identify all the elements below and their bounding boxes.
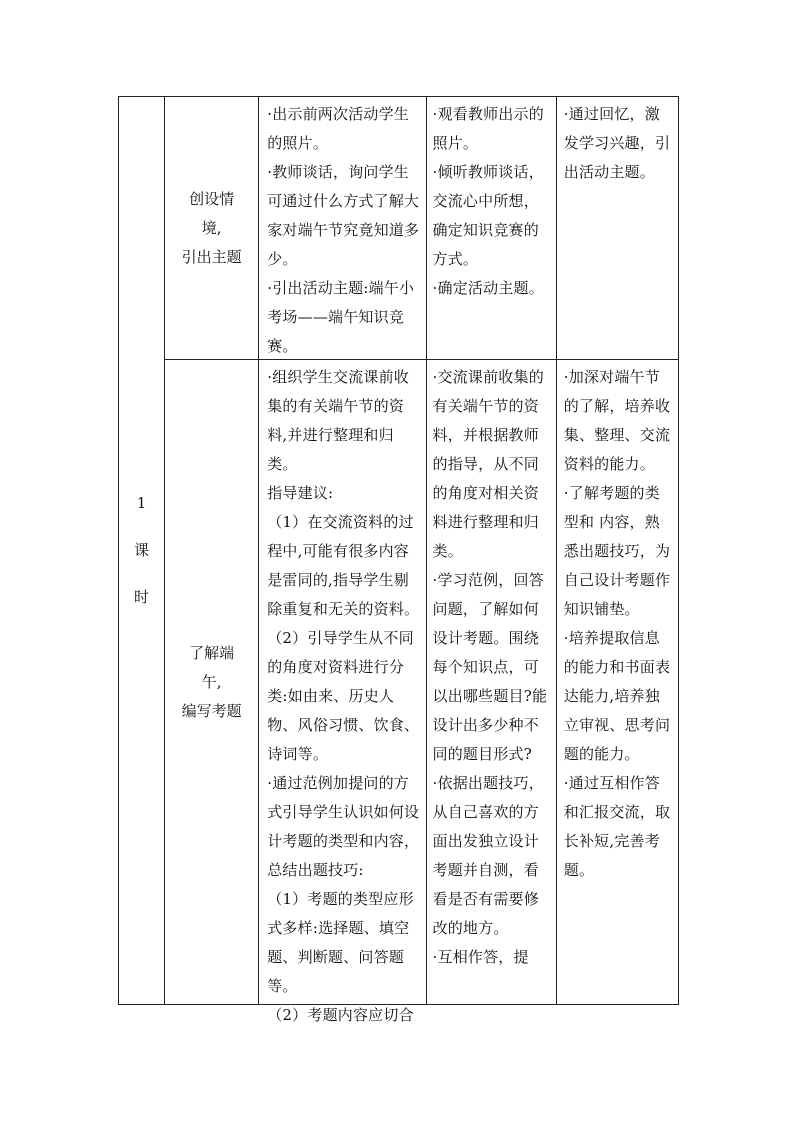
purpose-cell — [556, 360, 678, 1005]
purpose-paragraph: ·通过回忆，激发学习兴趣，引出活动主题。 — [563, 105, 671, 181]
stage-line: 创设情 — [189, 189, 235, 208]
teacher-paragraph: 指导建议: — [267, 484, 334, 502]
student-paragraph: ·倾听教师谈话，交流心中所想，确定知识竞赛的方式。 — [432, 163, 544, 268]
lesson-period-cell — [119, 97, 165, 1005]
teacher-paragraph: ·出示前两次活动学生的照片。 — [267, 105, 410, 152]
lesson-plan-table — [118, 96, 679, 1024]
purpose-paragraph: ·加深对端午节的了解，培养收集、整理、交流资料的能力。 — [563, 368, 671, 473]
stage-line: 境, — [201, 218, 222, 237]
lesson-word-shi: 时 — [134, 588, 150, 606]
teacher-paragraph: ·引出活动主题:端午小考场——端午知识竞赛。 — [267, 279, 415, 355]
table-row — [119, 360, 679, 1005]
teacher-paragraph: （1）在交流资料的过程中,可能有很多内容是雷同的,指导学生剔除重复和无关的资料。 — [267, 513, 420, 618]
student-paragraph: ·确定活动主题。 — [432, 279, 544, 297]
teacher-paragraph: ·教师谈话，询问学生可通过什么方式了解大家对端午节究竟知道多少。 — [267, 163, 420, 268]
student-paragraph: ·观看教师出示的照片。 — [432, 105, 544, 152]
stage-line: 引出主题 — [181, 247, 242, 266]
stage-line: 编写考题 — [181, 701, 242, 720]
stage-cell — [165, 360, 259, 1005]
lesson-word-ke: 课 — [134, 541, 150, 559]
student-paragraph: ·依据出题技巧，从自己喜欢的方面出发独立设计考题并自测，看看是否有需要修改的地方。 — [432, 774, 544, 937]
lesson-number: 1 — [136, 494, 147, 512]
teacher-paragraph: （2）考题内容应切合 — [267, 1006, 414, 1024]
stage-line: 了解端 — [189, 643, 235, 662]
stage-line: 午, — [201, 672, 222, 691]
stage-cell — [165, 97, 259, 360]
teacher-paragraph: （2）引导学生从不同的角度对资料进行分类:如由来、历史人物、风俗习惯、饮食、诗词等。 — [267, 629, 420, 763]
student-activity-cell — [426, 97, 556, 360]
table-row — [119, 97, 679, 360]
student-paragraph: ·学习范例，回答问题，了解如何设计考题。围绕每个知识点，可以出哪些题目?能设计出多少种不同的题目形式? — [432, 571, 548, 763]
purpose-paragraph: ·培养提取信息的能力和书面表达能力,培养独立审视、思考问题的能力。 — [563, 629, 671, 763]
purpose-paragraph: ·通过互相作答和汇报交流，取长补短,完善考题。 — [563, 774, 671, 879]
student-activity-cell — [426, 360, 556, 1005]
teacher-activity-cell — [259, 97, 426, 360]
purpose-paragraph: ·了解考题的类型和 内容，熟悉出题技巧，为自己设计考题作知识铺垫。 — [563, 484, 671, 618]
purpose-cell — [556, 97, 678, 360]
teacher-paragraph: ·通过范例加提问的方式引导学生认识如何设计考题的类型和内容，总结出题技巧: — [267, 774, 420, 879]
student-paragraph: ·交流课前收集的有关端午节的资料，并根据教师的指导，从不同的角度对相关资料进行整理和归类。 — [432, 368, 544, 560]
student-paragraph: ·互相作答，提 — [432, 948, 529, 966]
teacher-activity-cell — [259, 360, 426, 1024]
teacher-paragraph: （1）考题的类型应形式多样:选择题、填空题、判断题、问答题等。 — [267, 890, 414, 995]
teacher-paragraph: ·组织学生交流课前收集的有关端午节的资料,并进行整理和归类。 — [267, 368, 410, 473]
